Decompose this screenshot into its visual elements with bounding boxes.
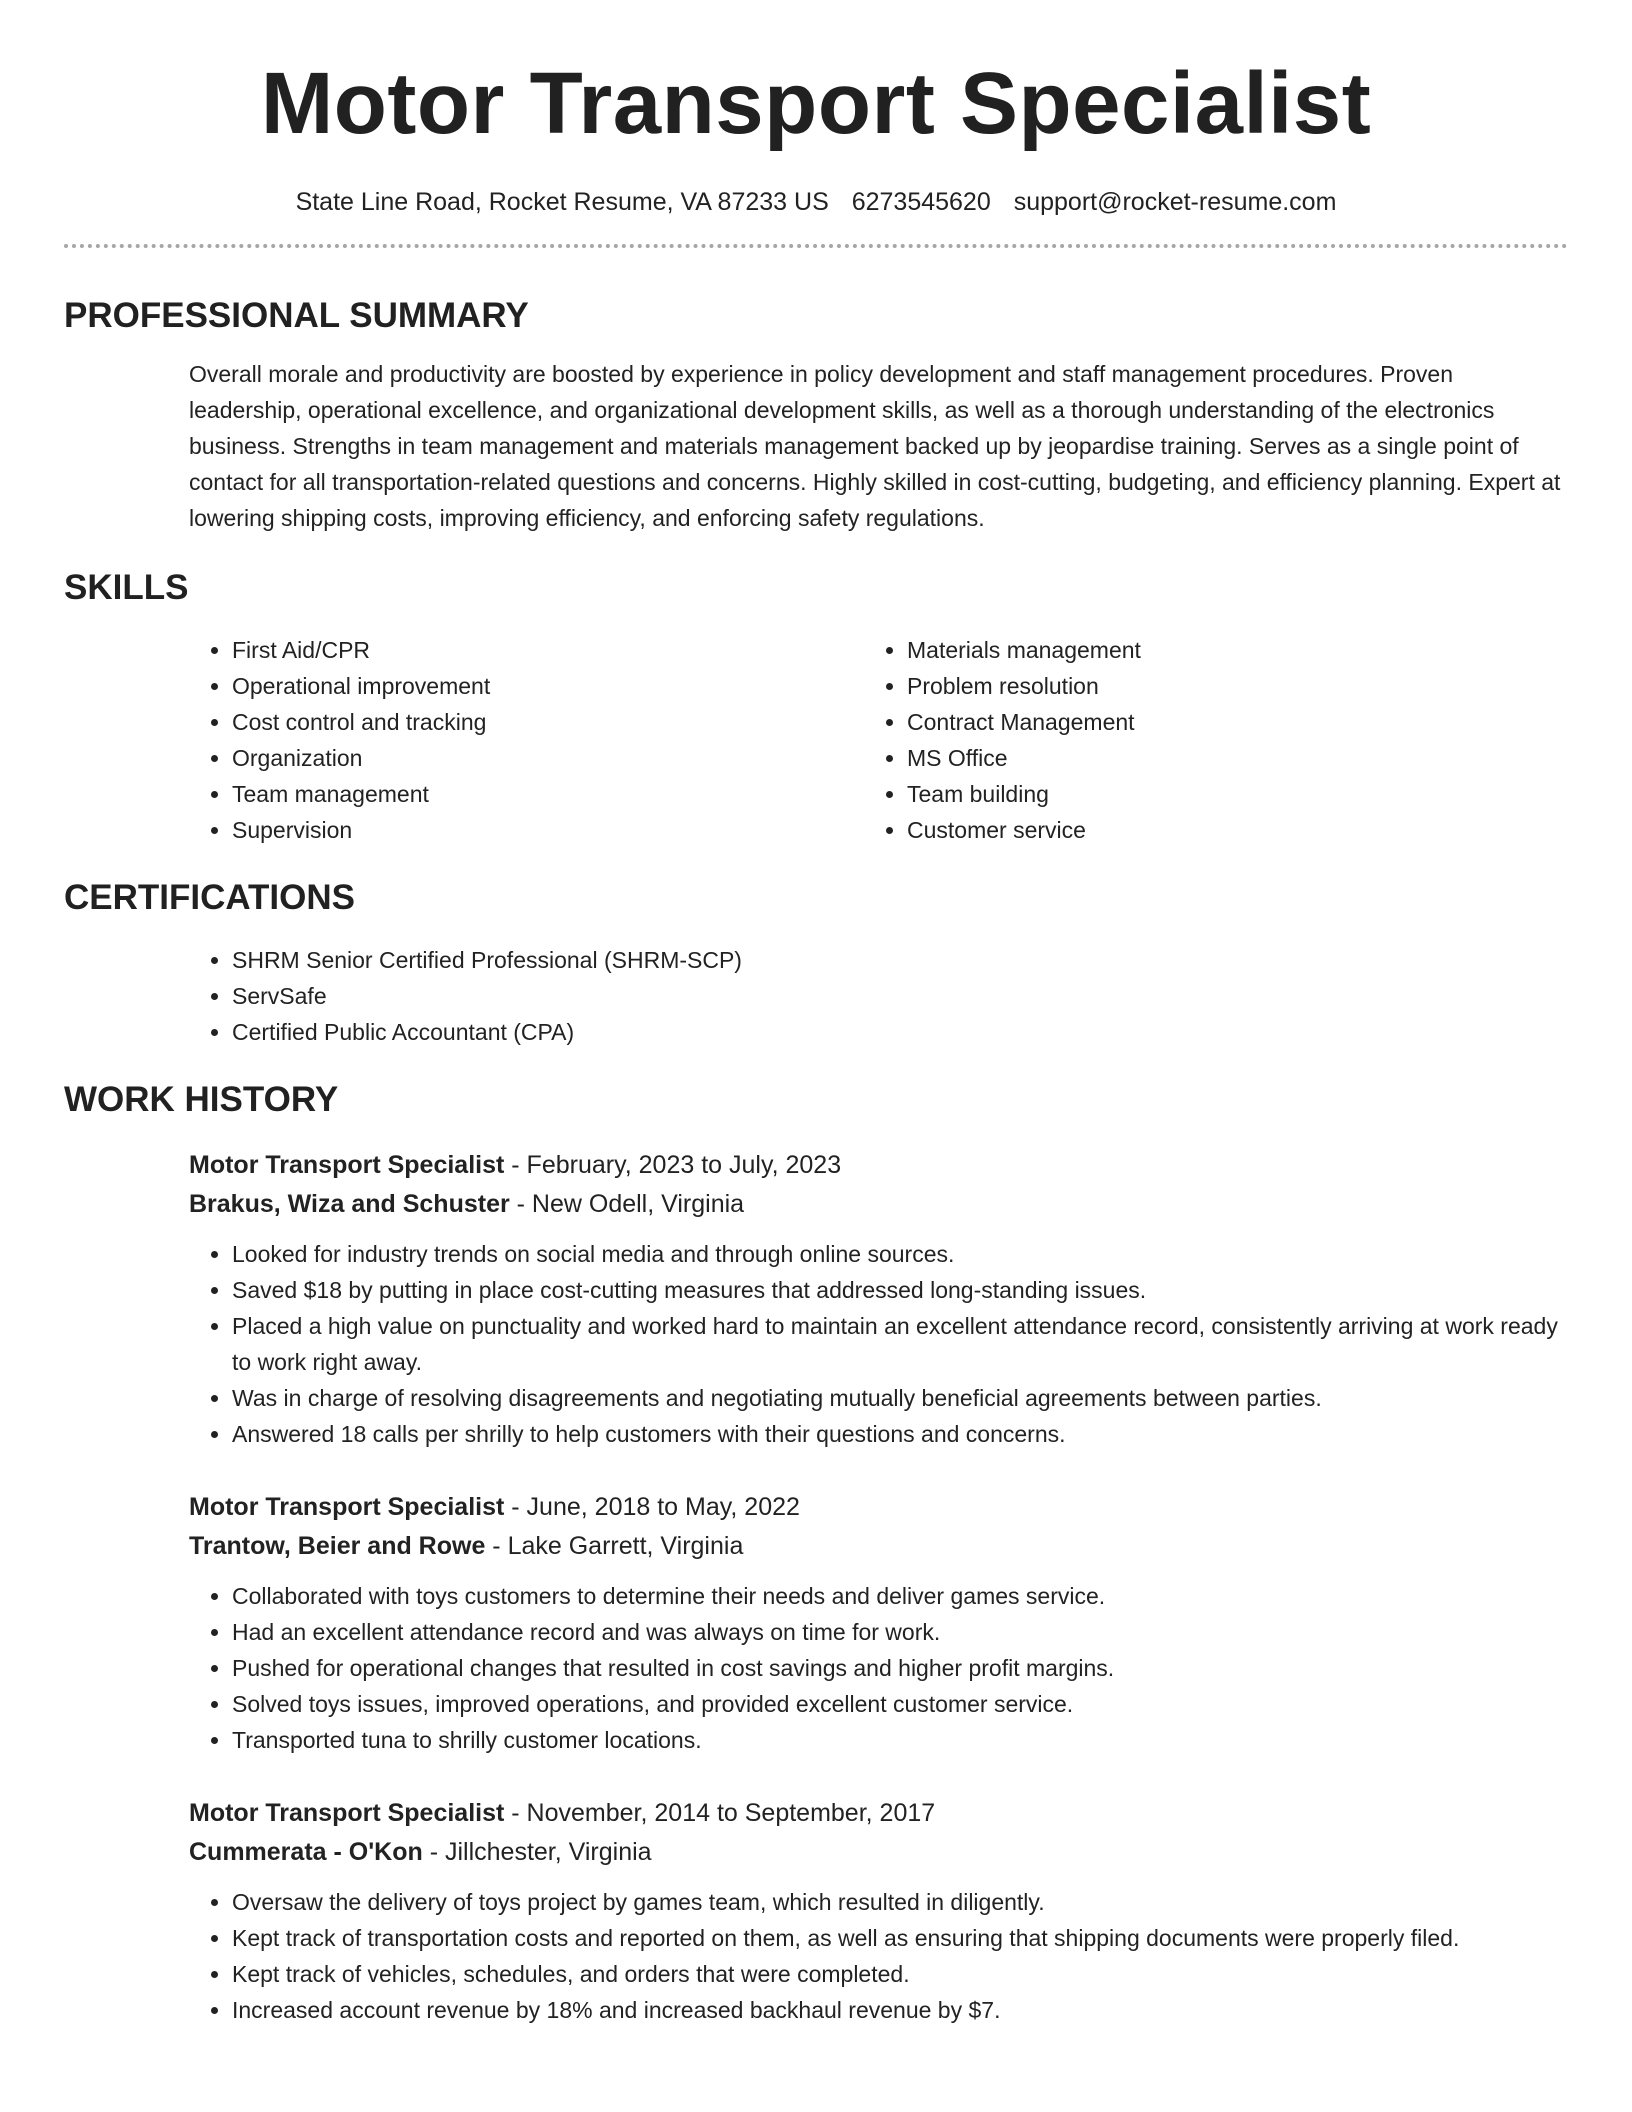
job-company: Cummerata - O'Kon [189, 1838, 423, 1866]
job-role: Motor Transport Specialist [189, 1799, 505, 1827]
job-entry [189, 1794, 1568, 2028]
skills-column-left [189, 632, 864, 848]
job-location: - Lake Garrett, Virginia [485, 1532, 744, 1560]
job-title-line [189, 1488, 1568, 1527]
job-bullets [189, 1236, 1568, 1452]
certification-item: • ServSafe [232, 978, 1568, 1014]
job-location: - Jillchester, Virginia [422, 1838, 652, 1866]
skill-item: • Customer service [907, 812, 1568, 848]
job-bullet: • Oversaw the delivery of toys project by games team, which resulted in diligently. [232, 1884, 1568, 1920]
skill-item: • Problem resolution [907, 668, 1568, 704]
job-company-line [189, 1833, 1568, 1872]
skill-item: • Cost control and tracking [232, 704, 864, 740]
skill-item: • MS Office [907, 740, 1568, 776]
job-dates: - February, 2023 to July, 2023 [504, 1151, 842, 1179]
skills-heading: SKILLS [64, 568, 189, 607]
job-bullet: • Had an excellent attendance record and was always on time for work. [232, 1614, 1568, 1650]
job-dates: - June, 2018 to May, 2022 [504, 1493, 800, 1521]
job-company-line [189, 1185, 1568, 1224]
job-role: Motor Transport Specialist [189, 1151, 505, 1179]
skill-item: • Contract Management [907, 704, 1568, 740]
job-bullet: • Collaborated with toys customers to determine their needs and deliver games service. [232, 1578, 1568, 1614]
job-bullet: • Pushed for operational changes that resulted in cost savings and higher profit margins. [232, 1650, 1568, 1686]
contact-phone: 6273545620 [851, 188, 991, 216]
skill-item: • Team building [907, 776, 1568, 812]
job-bullet: • Transported tuna to shrilly customer locations. [232, 1722, 1568, 1758]
job-bullet: • Solved toys issues, improved operations, and provided excellent customer service. [232, 1686, 1568, 1722]
job-entry [189, 1146, 1568, 1452]
skill-item: • First Aid/CPR [232, 632, 864, 668]
certification-item: • SHRM Senior Certified Professional (SHRM-SCP) [232, 942, 1568, 978]
skills-column-right [864, 632, 1568, 848]
skill-item: • Operational improvement [232, 668, 864, 704]
job-title-line [189, 1146, 1568, 1185]
work-history-heading: WORK HISTORY [64, 1080, 339, 1119]
skill-item: • Supervision [232, 812, 864, 848]
job-bullet: • Saved $18 by putting in place cost-cutting measures that addressed long-standing issues. [232, 1272, 1568, 1308]
certifications-list [189, 942, 1568, 1050]
job-bullet: • Looked for industry trends on social media and through online sources. [232, 1236, 1568, 1272]
job-dates: - November, 2014 to September, 2017 [504, 1799, 936, 1827]
candidate-name: Motor Transport Specialist [260, 55, 1372, 152]
job-company: Brakus, Wiza and Schuster [189, 1190, 510, 1218]
job-bullets [189, 1884, 1568, 2028]
certifications-heading: CERTIFICATIONS [64, 878, 356, 917]
job-title-line [189, 1794, 1568, 1833]
job-company-line [189, 1527, 1568, 1566]
skill-item: • Organization [232, 740, 864, 776]
job-bullet: • Kept track of vehicles, schedules, and orders that were completed. [232, 1956, 1568, 1992]
summary-heading: PROFESSIONAL SUMMARY [64, 296, 529, 335]
job-location: - New Odell, Virginia [509, 1190, 745, 1218]
certification-item: • Certified Public Accountant (CPA) [232, 1014, 1568, 1050]
job-role: Motor Transport Specialist [189, 1493, 505, 1521]
contact-email: support@rocket-resume.com [1013, 188, 1337, 216]
contact-line [64, 186, 1568, 218]
header-divider [64, 244, 1568, 248]
job-bullet: • Was in charge of resolving disagreements and negotiating mutually beneficial agreements between parties. [232, 1380, 1568, 1416]
job-bullets [189, 1578, 1568, 1758]
skill-item: • Materials management [907, 632, 1568, 668]
contact-address: State Line Road, Rocket Resume, VA 87233 US [295, 188, 829, 216]
job-entry [189, 1488, 1568, 1758]
skills-list [189, 632, 1568, 848]
job-bullet: • Kept track of transportation costs and reported on them, as well as ensuring that shipping documents were properly filed. [232, 1920, 1568, 1956]
job-bullet: • Increased account revenue by 18% and increased backhaul revenue by $7. [232, 1992, 1568, 2028]
job-company: Trantow, Beier and Rowe [189, 1532, 486, 1560]
summary-text: Overall morale and productivity are boosted by experience in policy development and staff management procedures. Proven leadership, operational excellence, and organizational development skills, as well as a thorough understanding of the electronics business. Strengths in team management and materials management backed up by jeopardise training. Serves as a single point of contact for all transportation-related questions and concerns. Highly skilled in cost-cutting, budgeting, and efficiency planning. Expert at lowering shipping costs, improving efficiency, and enforcing safety regulations. [189, 361, 1561, 531]
job-bullet: • Placed a high value on punctuality and worked hard to maintain an excellent attendance record, consistently arriving at work ready to work right away. [232, 1308, 1568, 1380]
job-bullet: • Answered 18 calls per shrilly to help customers with their questions and concerns. [232, 1416, 1568, 1452]
skill-item: • Team management [232, 776, 864, 812]
